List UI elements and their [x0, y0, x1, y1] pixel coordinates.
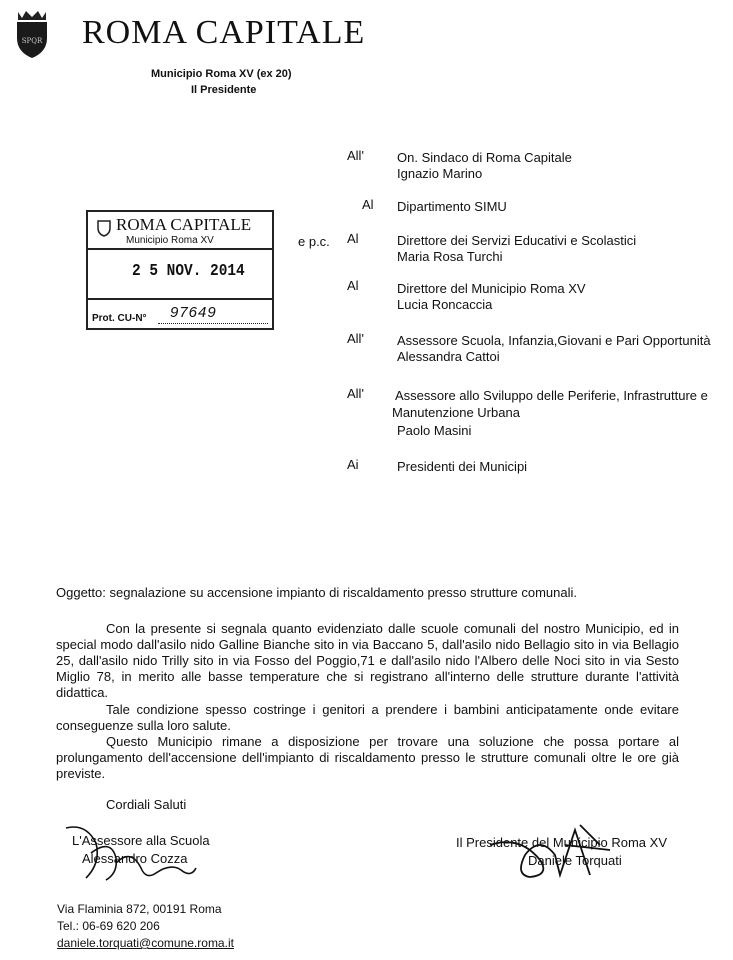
recipient-line: Maria Rosa Turchi [397, 249, 503, 264]
recipient-prefix: All' [347, 331, 364, 346]
subject-line: Oggetto: segnalazione su accensione impianto di riscaldamento presso strutture comunali. [56, 585, 578, 600]
role-label: Il Presidente [191, 84, 257, 96]
body-paragraph: Questo Municipio rimane a disposizione per trovare una soluzione che possa portare al prolungamento dell'accensione dell'impianto di riscaldamento presso le strutture comunali oltre le ore già previste. [56, 734, 679, 781]
recipient-line: Presidenti dei Municipi [397, 459, 528, 474]
recipient-prefix: Ai [347, 457, 359, 472]
recipient-line: Direttore dei Servizi Educativi e Scolastici [397, 233, 637, 248]
left-signature-role: L'Assessore alla Scuola [72, 833, 210, 848]
recipient-line: Paolo Masini [397, 423, 472, 438]
body-paragraph: Con la presente si segnala quanto evidenziato dalle scuole comunali del nostro Municipio, ed in special modo dall'asilo nido Galline Bianche sito in via Baccano 5, dall'asilo nido Bellagio sito in via Bellagio 25, dall'asilo nido Trilly sito in via Fosso del Poggio,71 e dall'asilo nido l'Albero delle Noci sito in via Sesto Miglio 78, in merito alle basse temperature che si registrano all'interno delle strutture durante l'attività didattica. [56, 621, 679, 700]
recipient-line: On. Sindaco di Roma Capitale [397, 150, 572, 165]
stamp-title: ROMA CAPITALE [116, 215, 252, 234]
right-handwritten-signature [480, 815, 630, 885]
svg-text:SPQR: SPQR [21, 37, 43, 45]
recipient-line: Dipartimento SIMU [397, 199, 507, 214]
stamp-protocol-label: Prot. CU-N° [92, 313, 147, 324]
stamp-subtitle: Municipio Roma XV [126, 235, 214, 246]
recipient-prefix: Al [362, 197, 374, 212]
footer-address: Via Flaminia 872, 00191 Roma [57, 902, 222, 916]
recipient-prefix: Al [347, 231, 359, 246]
recipient-line: Assessore Scuola, Infanzia,Giovani e Pari Opportunità [397, 333, 711, 348]
recipient-line: Assessore allo Sviluppo delle Periferie, Infrastrutture e [395, 388, 708, 403]
recipient-line: Lucia Roncaccia [397, 297, 493, 312]
stamp-emblem-icon [97, 219, 111, 237]
epc-label: e p.c. [298, 234, 330, 249]
footer-email-link[interactable]: daniele.torquati@comune.roma.it [57, 936, 234, 950]
body-paragraph: Tale condizione spesso costringe i genitori a prendere i bambini anticipatamente onde evitare conseguenze sulla loro salute. [56, 702, 679, 733]
recipient-prefix: All' [347, 386, 364, 401]
recipient-line: Direttore del Municipio Roma XV [397, 281, 586, 296]
page-title: ROMA CAPITALE [82, 14, 366, 51]
coat-of-arms-logo [12, 8, 52, 60]
recipient-line: Alessandra Cattoi [397, 349, 500, 364]
closing-greeting: Cordiali Saluti [106, 797, 187, 812]
recipient-line: Manutenzione Urbana [392, 405, 520, 420]
stamp-date: 2 5 NOV. 2014 [132, 262, 245, 281]
footer-phone: Tel.: 06-69 620 206 [57, 919, 160, 933]
left-signature-name: Alessandro Cozza [82, 851, 188, 866]
recipient-line: Ignazio Marino [397, 166, 483, 181]
recipient-prefix: Al [347, 278, 359, 293]
right-signature-role: Il Presidente del Municipio Roma XV [456, 835, 667, 850]
recipient-prefix: All' [347, 148, 364, 163]
municipio-label: Municipio Roma XV (ex 20) [151, 68, 292, 80]
stamp-protocol-number: 97649 [170, 304, 217, 321]
right-signature-name: Daniele Torquati [528, 853, 622, 868]
protocol-stamp [86, 210, 274, 330]
left-handwritten-signature [56, 818, 206, 888]
